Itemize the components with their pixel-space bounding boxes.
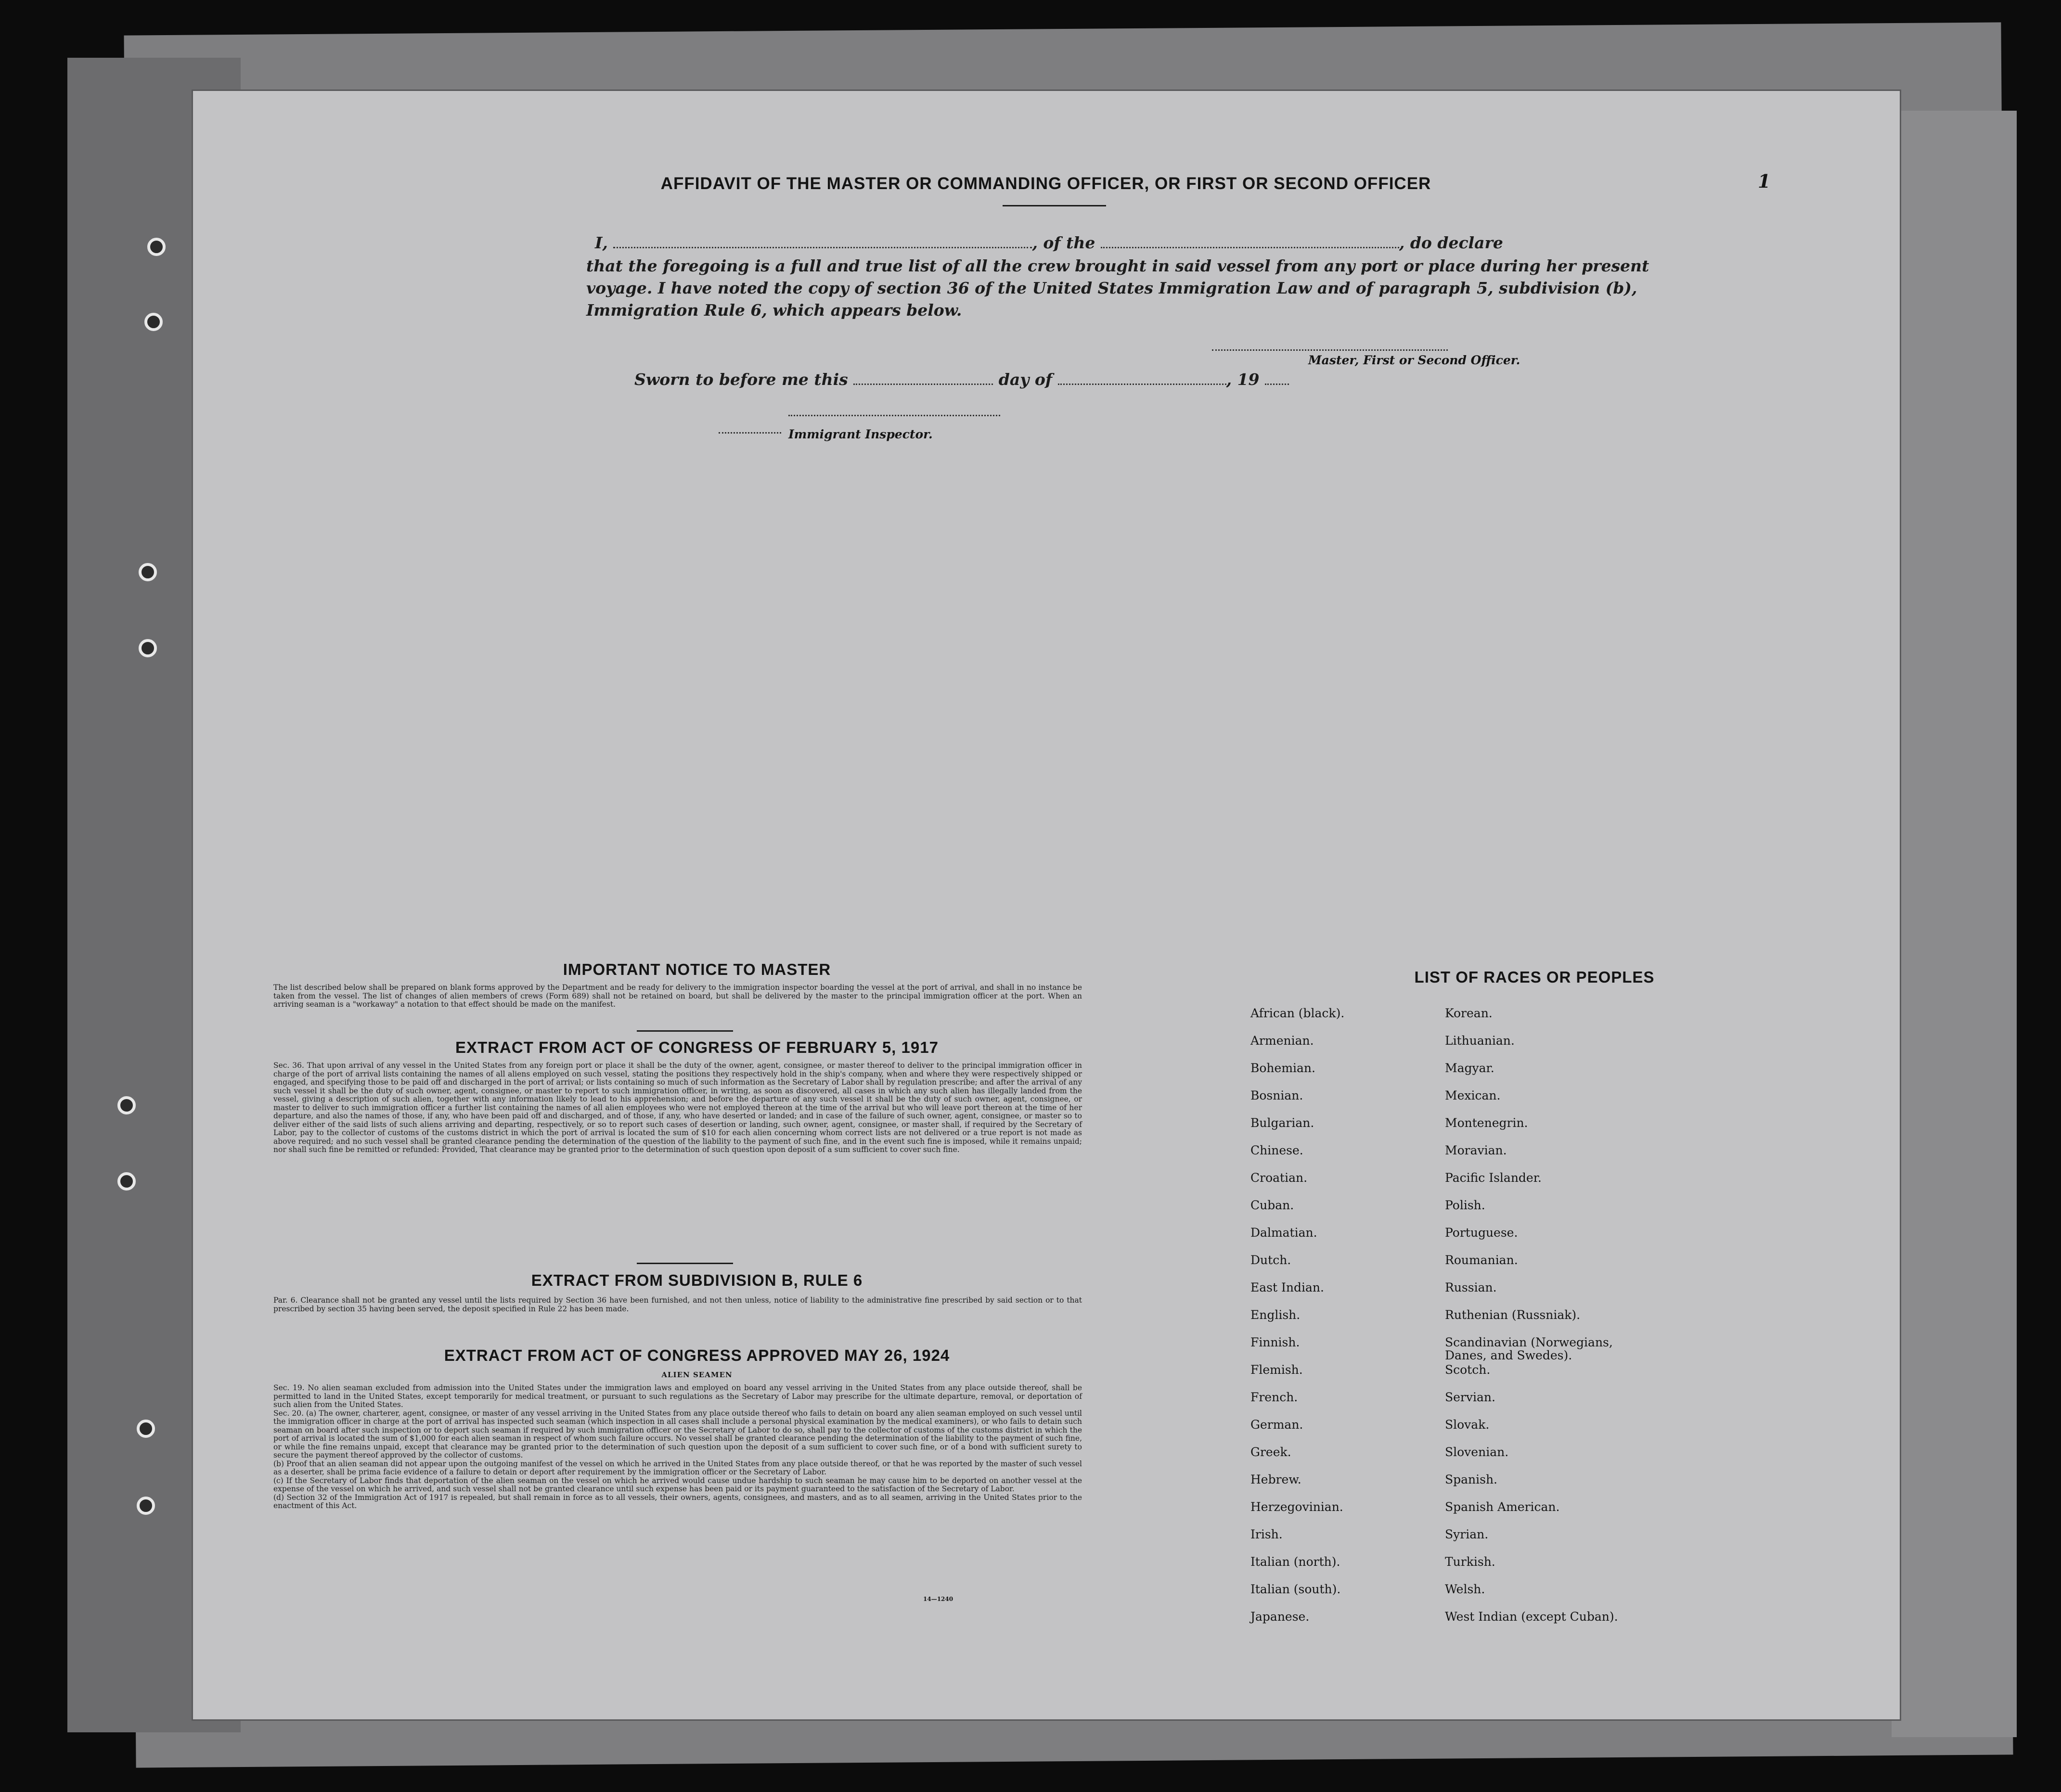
race-item: Italian (north).: [1250, 1555, 1340, 1569]
race-item: Bohemian.: [1250, 1061, 1315, 1075]
race-item: Syrian.: [1445, 1527, 1489, 1541]
race-item: Armenian.: [1250, 1034, 1314, 1048]
race-item: Scandinavian (Norwegians, Danes, and Swedes).: [1445, 1335, 1613, 1362]
race-item: Ruthenian (Russniak).: [1445, 1308, 1581, 1322]
year-label: , 19: [1226, 370, 1260, 389]
affidavit-i-label: I,: [595, 233, 608, 252]
race-item: Bulgarian.: [1250, 1116, 1314, 1130]
race-item: Montenegrin.: [1445, 1116, 1528, 1130]
affidavit-line-1: [595, 232, 1750, 254]
alien-seamen-heading: ALIEN SEAMEN: [661, 1370, 733, 1379]
race-item: Hebrew.: [1250, 1472, 1301, 1486]
race-item: Croatian.: [1250, 1171, 1308, 1185]
race-item: Cuban.: [1250, 1198, 1294, 1212]
binder-hole-icon: [137, 1497, 155, 1515]
extract-1917-title: EXTRACT FROM ACT OF CONGRESS OF FEBRUARY 5, 1917: [455, 1038, 939, 1056]
section-rule: [637, 1263, 733, 1264]
race-item: Slovenian.: [1445, 1445, 1509, 1459]
race-item: Irish.: [1250, 1527, 1283, 1541]
race-item: Pacific Islander.: [1445, 1171, 1542, 1185]
race-item: Polish.: [1445, 1198, 1485, 1212]
declare-label: , do declare: [1399, 233, 1503, 252]
title-rule: [1003, 205, 1106, 206]
race-item: Spanish.: [1445, 1472, 1498, 1486]
extract-1917-body: Sec. 36. That upon arrival of any vessel in the United States from any foreign port or place it shall be the duty of the owner, agent, consignee, or master thereof to deliver to the principal immigration officer in charge of the port of arrival lists containing the names of all aliens employed on such vessel, stating the positions they respectively hold in the ship's company, when and where they were respectively shipped or engaged, and specifying those to be paid off and discharged in the port of arrival; or lists containing so much of such information as the Secretary of Labor shall by regulation prescribe; and after the arrival of any such vessel it shall be the duty of such owner, agent, consignee, or master to report to such immigration officer, in writing, as soon as discovered, all cases in which any such alien has illegally landed from the vessel, giving a description of such alien, together with any information likely to lead to his apprehension; and before the departure of any such vessel it shall be the duty of such owner, agent, consignee, or master to deliver to such immigration officer a further list containing the names of all alien employees who were not employed thereon at the time of the arrival but who will leave port thereon at the time of her departure, and also the names of those, if any, who have been paid off and discharged, and of those, if any, who have deserted or landed; and in case of the failure of such owner, agent, consignee, or master so to deliver either of the said lists of such aliens arriving and departing, respectively, or so to report such cases of desertion or landing, such owner, agent, consignee, or master shall, if required by the Secretary of Labor, pay to the collector of customs of the customs district in which the port of arrival is located the sum of $10 for each alien concerning whom correct lists are not delivered or a true report is not made as above required; and no such vessel shall be granted clearance pending the determination of the question of the liability to the payment of such fine, and in the event such fine is imposed, while it remains unpaid; nor shall such fine be remitted or refunded: Provided, That clearance may be granted prior to the determination of such question upon deposit of a sum sufficient to cover such fine.: [273, 1061, 1082, 1154]
notice-body: The list described below shall be prepared on blank forms approved by the Department and be ready for delivery to the immigration inspector boarding the vessel at the port of arrival, and shall in no instance be taken from the vessel. The list of changes of alien members of crews (Form 689) shall not be retained on board, but shall be delivered by the master to the principal immigration officer at the port. When an arriving seaman is a "workaway" a notation to that effect should be made on the manifest.: [273, 983, 1082, 1009]
signature-label: Master, First or Second Officer.: [1308, 353, 1520, 367]
race-item: German.: [1250, 1418, 1303, 1432]
day-of-label: day of: [998, 370, 1053, 389]
race-item: Mexican.: [1445, 1088, 1501, 1102]
binder-hole-icon: [137, 1420, 155, 1438]
form-number: 14—1240: [923, 1596, 953, 1602]
race-item: Dalmatian.: [1250, 1226, 1317, 1240]
extract-rule6-title: EXTRACT FROM SUBDIVISION B, RULE 6: [531, 1271, 863, 1289]
race-item: West Indian (except Cuban).: [1445, 1610, 1618, 1624]
race-item: Russian.: [1445, 1280, 1497, 1294]
affidavit-line-2: that the foregoing is a full and true list of all the crew brought in said vessel from any port or place during her present: [586, 256, 1649, 275]
name-blank: [613, 237, 1032, 248]
vessel-blank: [1101, 237, 1399, 248]
affidavit-title: AFFIDAVIT OF THE MASTER OR COMMANDING OFFICER, OR FIRST OR SECOND OFFICER: [660, 174, 1431, 193]
extract-rule6-body: Par. 6. Clearance shall not be granted any vessel until the lists required by Section 36 have been furnished, and not then unless, notice of liability to the administrative fine prescribed by said section or to that prescribed by section 35 having been served, the deposit specified in Rule 22 has been made.: [273, 1296, 1082, 1313]
binder-hole-icon: [139, 639, 157, 657]
sworn-day-blank: [853, 374, 993, 385]
race-item: Korean.: [1445, 1006, 1493, 1020]
sworn-label: Sworn to before me this: [634, 370, 848, 389]
races-list-title: LIST OF RACES OR PEOPLES: [1414, 968, 1655, 986]
binder-hole-icon: [139, 563, 157, 581]
race-item: Roumanian.: [1445, 1253, 1518, 1267]
race-item: Welsh.: [1445, 1582, 1485, 1596]
page-mark: 1: [1758, 170, 1771, 192]
race-item: Flemish.: [1250, 1363, 1303, 1377]
race-item: Japanese.: [1250, 1610, 1310, 1624]
race-item: Moravian.: [1445, 1143, 1507, 1157]
race-item: Dutch.: [1250, 1253, 1291, 1267]
inspector-signature-line: [788, 415, 1000, 416]
affidavit-line-3: voyage. I have noted the copy of section 36 of the United States Immigration Law and of paragraph 5, subdivision (b),: [586, 279, 1637, 297]
section-rule: [637, 1030, 733, 1032]
binder-hole-icon: [117, 1172, 136, 1190]
race-item: East Indian.: [1250, 1280, 1324, 1294]
race-item: Finnish.: [1250, 1335, 1300, 1349]
binder-hole-icon: [147, 238, 166, 256]
race-item: Spanish American.: [1445, 1500, 1560, 1514]
notice-title: IMPORTANT NOTICE TO MASTER: [563, 960, 831, 978]
race-item: Bosnian.: [1250, 1088, 1303, 1102]
binder-hole-icon: [144, 313, 163, 331]
race-item: Scotch.: [1445, 1363, 1491, 1377]
race-item: Greek.: [1250, 1445, 1291, 1459]
race-item: African (black).: [1250, 1006, 1345, 1020]
of-the-label: , of the: [1032, 233, 1095, 252]
race-item: French.: [1250, 1390, 1298, 1404]
sworn-year-blank: [1265, 374, 1289, 385]
inspector-dots: [719, 432, 781, 434]
race-item: English.: [1250, 1308, 1301, 1322]
background-sheet-right: [1892, 111, 2017, 1737]
affidavit-line-4: Immigration Rule 6, which appears below.: [586, 301, 962, 320]
race-item: Herzegovinian.: [1250, 1500, 1343, 1514]
race-item: Portuguese.: [1445, 1226, 1518, 1240]
race-item: Turkish.: [1445, 1555, 1495, 1569]
sworn-month-blank: [1058, 374, 1226, 385]
race-item: Italian (south).: [1250, 1582, 1341, 1596]
race-item: Servian.: [1445, 1390, 1495, 1404]
race-item: Lithuanian.: [1445, 1034, 1515, 1048]
inspector-label: Immigrant Inspector.: [788, 427, 933, 441]
race-item: Magyar.: [1445, 1061, 1494, 1075]
race-item: Slovak.: [1445, 1418, 1490, 1432]
binder-hole-icon: [117, 1096, 136, 1114]
extract-1924-body: Sec. 19. No alien seaman excluded from admission into the United States under the immigration laws and employed on board any vessel arriving in the United States from any place outside thereof, shall be permitted to land in the United States, except temporarily for medical treatment, or pursuant to such regulations as the Secretary of Labor may prescribe for the ultimate departure, removal, or deportation of such alien from the United States. Sec. 20. (a) The owner, charterer, agent, consignee, or master of any vessel arriving in the United States from any place outside thereof who fails to detain on board any alien seaman employed on such vessel until the immigration officer in charge at the port of arrival has inspected such seaman (which inspection in all cases shall include a personal physical examination by the medical examiners), or who fails to detain such seaman on board after such inspection or to deport such seaman if required by such immigration officer or the Secretary of Labor to do so, shall pay to the collector of customs of the customs district in which the port of arrival is located the sum of $1,000 for each alien seaman in respect of whom such failure occurs. No vessel shall be granted clearance pending the determination of the liability to the payment of such fine, or while the fine remains unpaid, except that clearance may be granted prior to the determination of such question upon the deposit of a sum sufficient to cover such fine, or of a bond with sufficient surety to secure the payment thereof approved by the collector of customs. (b) Proof that an alien seaman did not appear upon the outgoing manifest of the vessel on which he arrived in the United States from any place outside thereof, or that he was reported by the master of such vessel as a deserter, shall be prima facie evidence of a failure to detain or deport after requirement by the immigration officer or the Secretary of Labor. (c) If the Secretary of Labor finds that deportation of the alien seaman on the vessel on which he arrived would cause undue hardship to such seaman he may cause him to be deported on another vessel at the expense of the vessel on which he arrived, and such vessel shall not be granted clearance until such expense has been paid or its payment guaranteed to the satisfaction of the Secretary of Labor. (d) Section 32 of the Immigration Act of 1917 is repealed, but shall remain in force as to all vessels, their owners, agents, consignees, and masters, and as to all seamen, arriving in the United States prior to the enactment of this Act.: [273, 1383, 1082, 1510]
extract-1924-title: EXTRACT FROM ACT OF CONGRESS APPROVED MAY 26, 1924: [444, 1346, 950, 1364]
race-item: Chinese.: [1250, 1143, 1303, 1157]
sworn-line: [634, 369, 1501, 391]
document-page: [192, 90, 1901, 1721]
signature-line: [1212, 349, 1448, 351]
